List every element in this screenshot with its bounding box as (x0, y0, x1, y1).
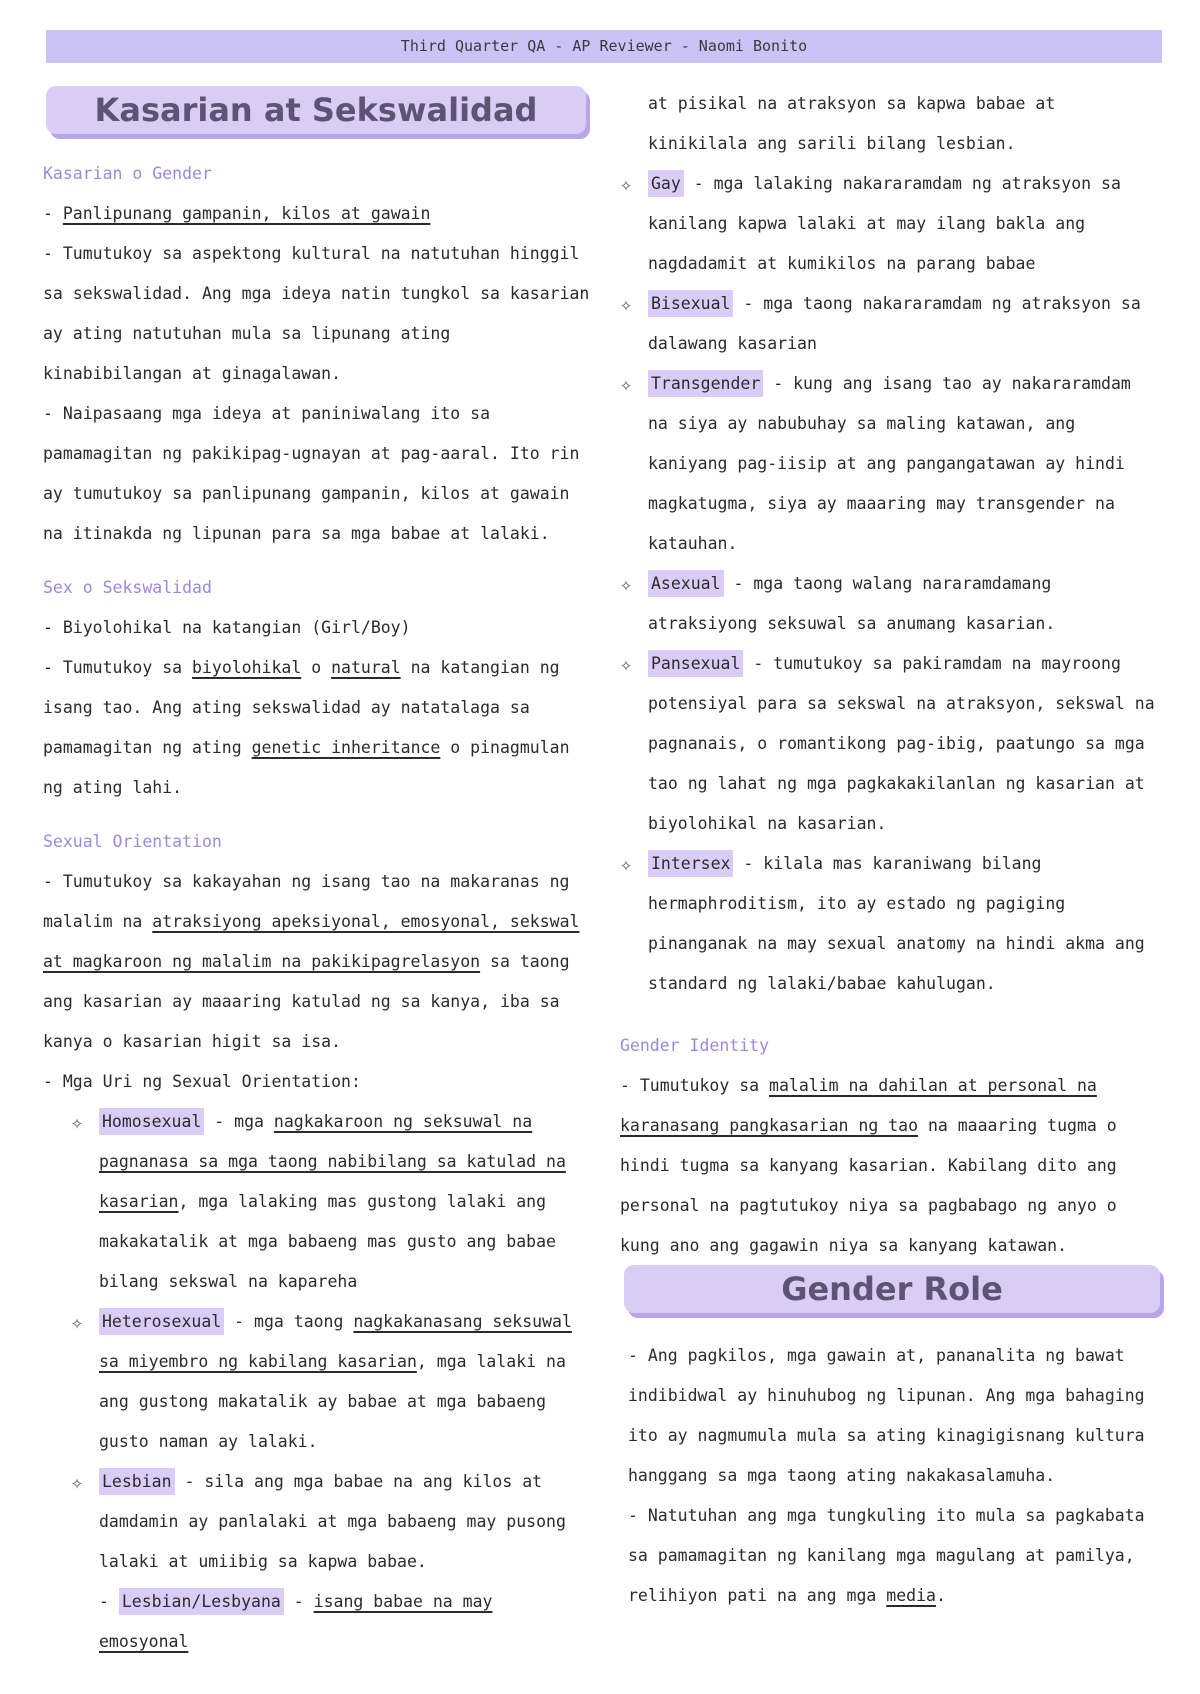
term-asexual: Asexual (648, 570, 724, 597)
gender-paragraph-2: - Tumutukoy sa aspektong kultural na natutuhan hinggil sa sekswalidad. Ang mga ideya natin tungkol sa kasarian ay ating natutuhan mula sa lipunang ating kinabibilangan at ginagalawan. (43, 244, 590, 383)
gender-line-1: - Panlipunang gampanin, kilos at gawain (43, 204, 431, 223)
sex-line-1: - Biyolohikal na katangian (Girl/Boy) (43, 618, 411, 637)
gender-role-paragraph-2: - Natutuhan ang mga tungkuling ito mula sa pagkabata sa pamamagitan ng kanilang mga magulang at pamilya, relihiyon pati na ang mga media. (628, 1506, 1145, 1605)
term-gay: Gay (648, 170, 684, 197)
list-item-lesbian: ✧ Lesbian - sila ang mga babae na ang kilos at damdamin ay panlalaki at mga babaeng may pusong lalaki at umiibig sa kapwa babae. (43, 1462, 591, 1582)
list-item-pansexual: ✧ Pansexual - tumutukoy sa pakiramdam na mayroong potensiyal para sa sekswal na atraksyon, sekswal na pagnanais, o romantikong pag-ibig, paatungo sa mga tao ng lahat ng mga pagkakakilanlan ng kasarian at biyolohikal na kasarian. (620, 644, 1160, 844)
sparkle-bullet-icon: ✧ (620, 372, 633, 396)
term-transgender: Transgender (648, 370, 763, 397)
gender-line-1-text: Panlipunang gampanin, kilos at gawain (62, 204, 431, 223)
right-column (620, 84, 1160, 1266)
list-item-bisexual: ✧ Bisexual - mga taong nakararamdam ng atraksyon sa dalawang kasarian (620, 284, 1160, 364)
sparkle-bullet-icon: ✧ (620, 652, 633, 676)
list-item-homosexual: ✧ Homosexual - mga nagkakaroon ng seksuwal na pagnanasa sa mga taong nabibilang sa katulad na kasarian, mga lalaking mas gustong lalaki ang makakatalik at mga babaeng mas gusto ang babae bilang sekswal na kapareha (43, 1102, 591, 1302)
list-item-intersex: ✧ Intersex - kilala mas karaniwang bilang hermaphroditism, ito ay estado ng pagiging pinanganak na may sexual anatomy na hindi akma ang standard ng lalaki/babae kahulugan. (620, 844, 1160, 1004)
heading-gender-identity: Gender Identity (620, 1036, 770, 1055)
term-lesbian: Lesbian (99, 1468, 175, 1495)
gender-identity-paragraph: - Tumutukoy sa malalim na dahilan at personal na karanasang pangkasarian ng tao na maaaring tugma o hindi tugma sa kanyang kasarian. Kabilang dito ang personal na pagtutukoy niya sa pagbabago ng anyo o kung ano ang gagawin niya sa kanyang katawan. (620, 1076, 1117, 1255)
list-item-heterosexual: ✧ Heterosexual - mga taong nagkakanasang seksuwal sa miyembro ng kabilang kasarian, mga lalaki na ang gustong makatalik ay babae at mga babaeng gusto naman ay lalaki. (43, 1302, 591, 1462)
title-kasarian-at-sekswalidad: Kasarian at Sekswalidad (46, 86, 586, 134)
gender-role-section (628, 1336, 1158, 1616)
title-gender-role: Gender Role (624, 1265, 1160, 1313)
gender-role-paragraph-1: - Ang pagkilos, mga gawain at, pananalita ng bawat indibidwal ay hinuhubog ng lipunan. Ang mga bahaging ito ay nagmumula mula sa ating kinagigisnang kultura hanggang sa mga taong ating nakakasalamuha. (628, 1346, 1145, 1485)
sparkle-bullet-icon: ✧ (620, 172, 633, 196)
lesbyana-continuation: at pisikal na atraksyon sa kapwa babae at kinikilala ang sarili bilang lesbian. (648, 94, 1056, 153)
term-heterosexual: Heterosexual (99, 1308, 224, 1335)
sparkle-bullet-icon: ✧ (620, 292, 633, 316)
lesbyana-line-start: - Lesbian/Lesbyana - isang babae na may emosyonal (43, 1582, 591, 1662)
left-column (43, 154, 591, 1662)
list-item-asexual: ✧ Asexual - mga taong walang nararamdamang atraksiyong seksuwal sa anumang kasarian. (620, 564, 1160, 644)
heading-kasarian-o-gender: Kasarian o Gender (43, 164, 212, 183)
term-lesbian-lesbyana: Lesbian/Lesbyana (119, 1588, 284, 1615)
sex-paragraph-2: - Tumutukoy sa biyolohikal o natural na katangian ng isang tao. Ang ating sekswalidad ay natatalaga sa pamamagitan ng ating genetic inheritance o pinagmulan ng ating lahi. (43, 658, 570, 797)
gender-paragraph-3: - Naipasaang mga ideya at paniniwalang ito sa pamamagitan ng pakikipag-ugnayan at pag-aaral. Ito rin ay tumutukoy sa panlipunang gampanin, kilos at gawain na itinakda ng lipunan para sa mga babae at lalaki. (43, 404, 580, 543)
term-bisexual: Bisexual (648, 290, 733, 317)
sparkle-bullet-icon: ✧ (620, 852, 633, 876)
sparkle-bullet-icon: ✧ (620, 572, 633, 596)
document-header: Third Quarter QA - AP Reviewer - Naomi Bonito (46, 30, 1162, 63)
orientation-paragraph: - Tumutukoy sa kakayahan ng isang tao na makaranas ng malalim na atraksiyong apeksiyonal, emosyonal, sekswal at magkaroon ng malalim na pakikipagrelasyon sa taong ang kasarian ay maaaring katulad ng sa kanya, iba sa kanya o kasarian higit sa isa. (43, 872, 580, 1051)
sparkle-bullet-icon: ✧ (71, 1470, 84, 1494)
term-pansexual: Pansexual (648, 650, 743, 677)
sparkle-bullet-icon: ✧ (71, 1310, 84, 1334)
heading-sexual-orientation: Sexual Orientation (43, 832, 222, 851)
heading-sex-o-sekswalidad: Sex o Sekswalidad (43, 578, 212, 597)
list-item-transgender: ✧ Transgender - kung ang isang tao ay nakararamdam na siya ay nabubuhay sa maling katawan, ang kaniyang pag-iisip at ang pangangatawan ay hindi magkatugma, siya ay maaaring may transgender na katauhan. (620, 364, 1160, 564)
orientation-types-label: - Mga Uri ng Sexual Orientation: (43, 1072, 361, 1091)
term-homosexual: Homosexual (99, 1108, 204, 1135)
list-item-gay: ✧ Gay - mga lalaking nakararamdam ng atraksyon sa kanilang kapwa lalaki at may ilang bakla ang nagdadamit at kumikilos na parang babae (620, 164, 1160, 284)
sparkle-bullet-icon: ✧ (71, 1110, 84, 1134)
term-intersex: Intersex (648, 850, 733, 877)
